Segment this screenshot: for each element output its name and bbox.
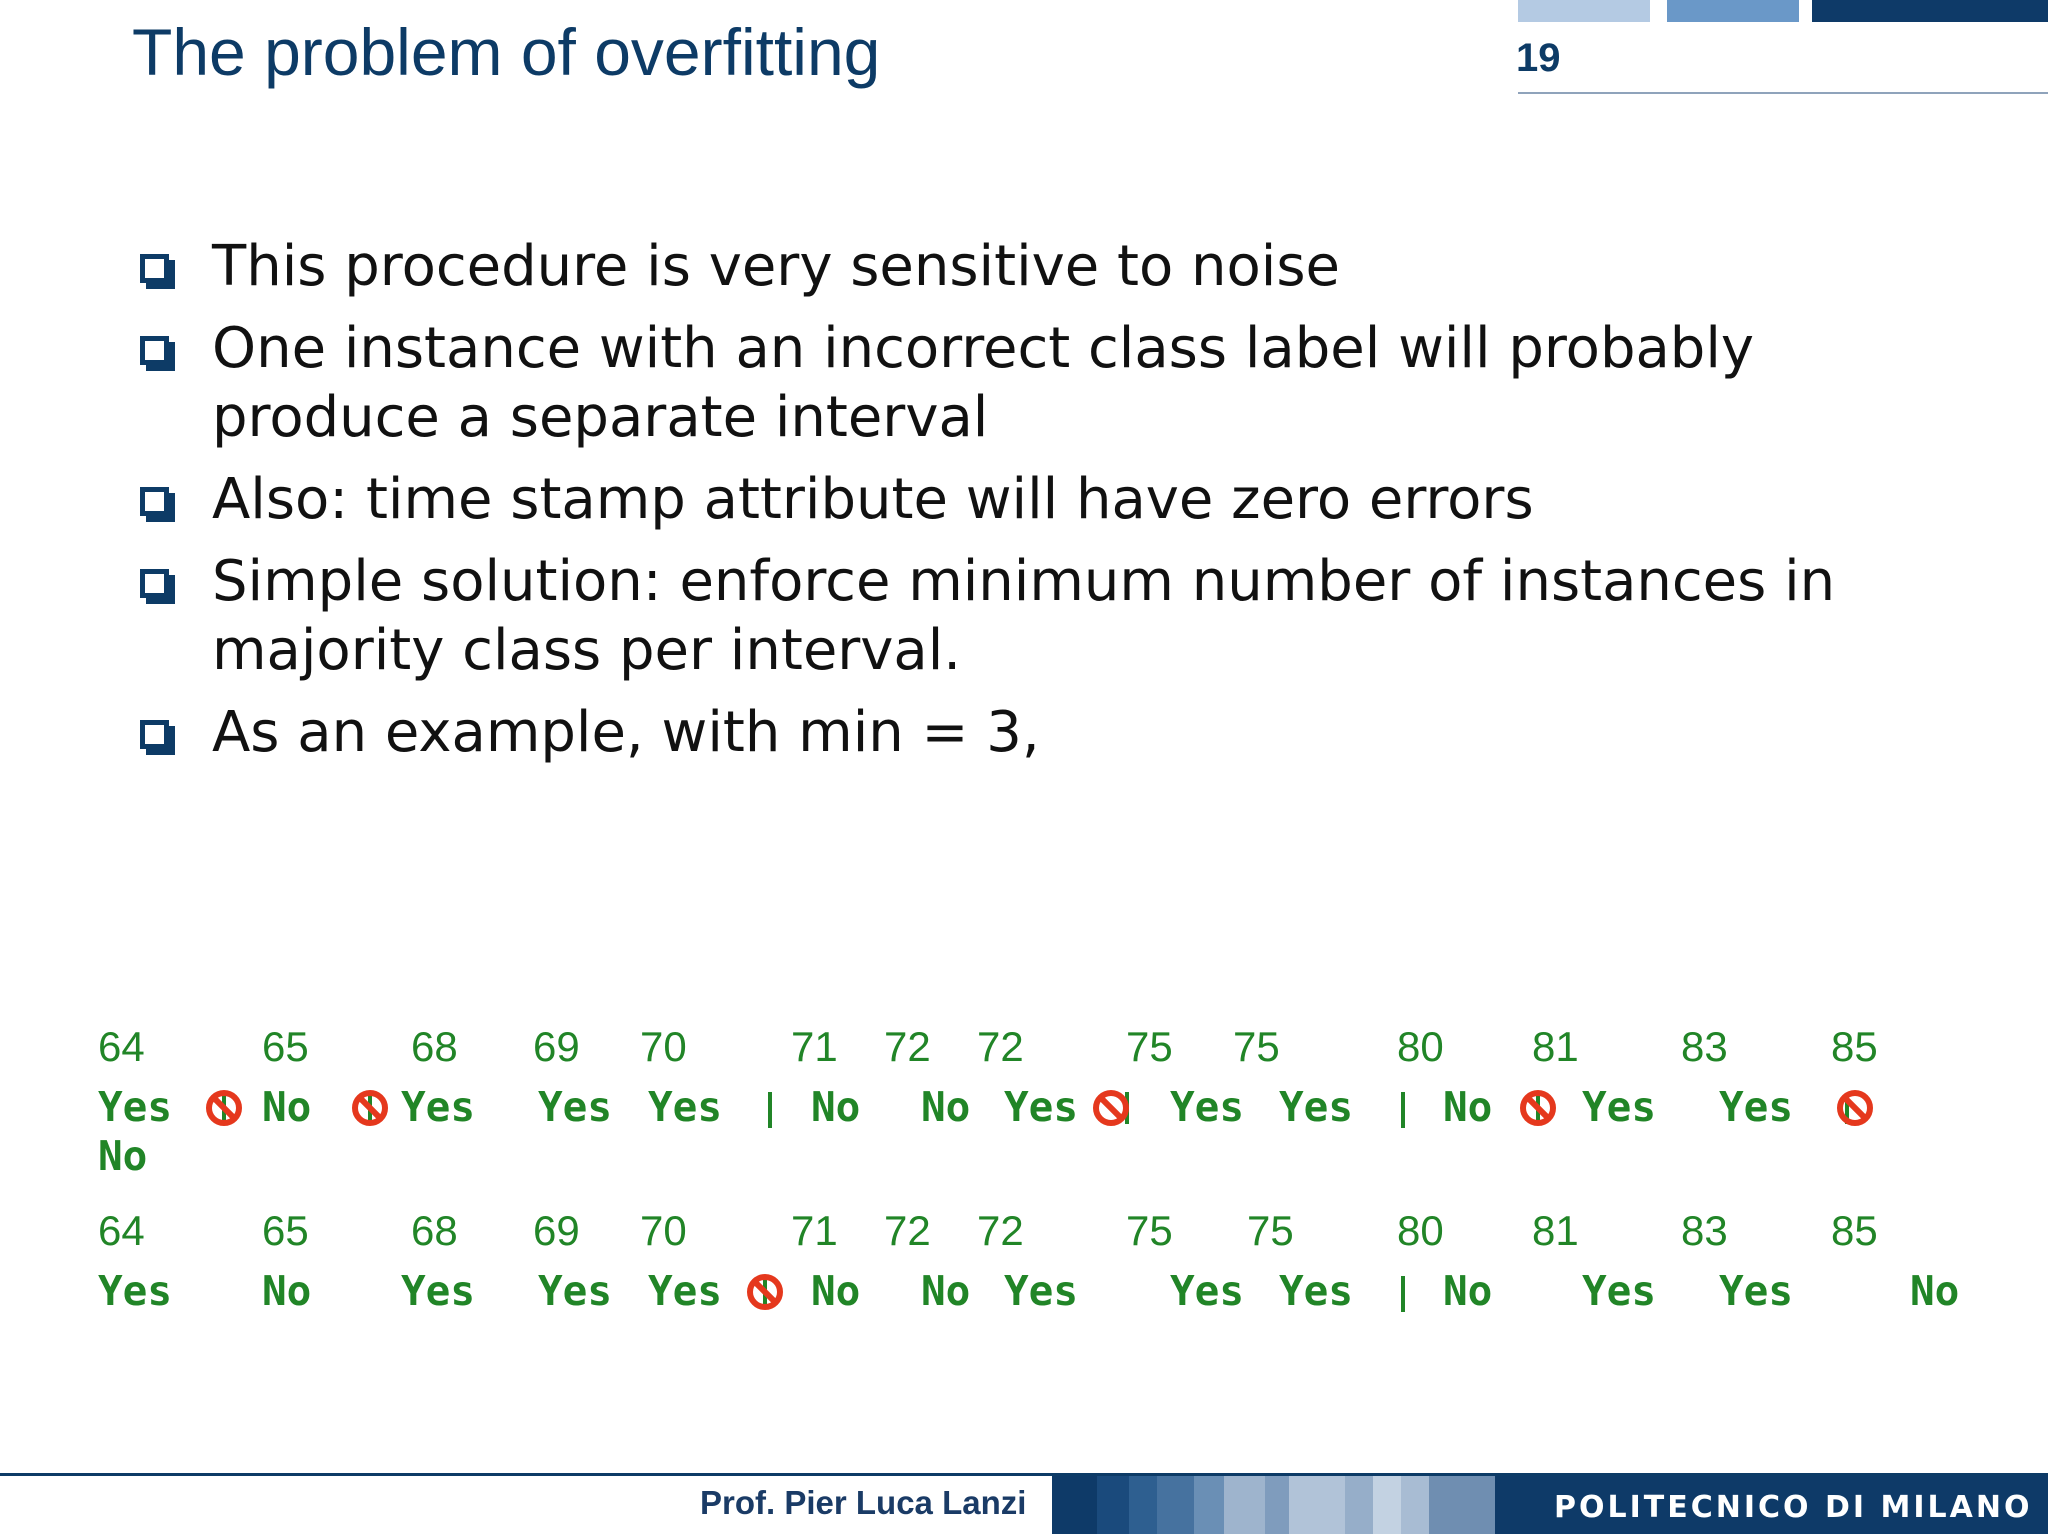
bullet-text: Simple solution: enforce minimum number of instances in majority class per interval. <box>212 549 1836 683</box>
bullet-text: As an example, with min = 3, <box>212 700 1040 765</box>
header-decor-block <box>1667 0 1799 22</box>
attribute-value: 81 <box>1532 1207 1579 1254</box>
attribute-value: 75 <box>1126 1023 1173 1070</box>
class-label: No <box>1910 1267 1960 1315</box>
square-bullet-icon <box>140 720 169 749</box>
attribute-value: 69 <box>533 1207 580 1254</box>
attribute-value: 71 <box>791 1207 838 1254</box>
class-label: No <box>811 1267 861 1315</box>
class-label: Yes <box>1004 1083 1079 1131</box>
attribute-value: 70 <box>640 1023 687 1070</box>
class-label: No <box>262 1267 312 1315</box>
class-label: No <box>1443 1083 1493 1131</box>
class-label: Yes <box>401 1083 476 1131</box>
bullet-item <box>138 232 1998 301</box>
class-label: Yes <box>538 1267 613 1315</box>
attribute-value: 70 <box>640 1207 687 1254</box>
footer-author: Prof. Pier Luca Lanzi <box>700 1484 1027 1521</box>
attribute-value: 65 <box>262 1023 309 1070</box>
class-label: Yes <box>1279 1083 1354 1131</box>
class-label: Yes <box>1719 1083 1794 1131</box>
class-label: No <box>262 1083 312 1131</box>
class-label: Yes <box>1719 1267 1794 1315</box>
attribute-value: 75 <box>1247 1207 1294 1254</box>
attribute-value: 80 <box>1397 1207 1444 1254</box>
prohibited-icon <box>1091 1088 1131 1128</box>
square-bullet-icon <box>140 254 169 283</box>
title-rule <box>1518 92 2048 94</box>
bullet-item <box>138 314 1998 452</box>
attribute-value: 85 <box>1831 1207 1878 1254</box>
class-label: Yes <box>648 1267 723 1315</box>
attribute-value: 69 <box>533 1023 580 1070</box>
footer-institution-logo: POLITECNICO DI MILANO <box>1554 1490 2033 1525</box>
interval-separator <box>1401 1276 1405 1312</box>
class-label: No <box>921 1083 971 1131</box>
attribute-value: 83 <box>1681 1207 1728 1254</box>
bullet-item <box>138 698 1998 767</box>
prohibited-icon <box>350 1088 390 1128</box>
attribute-value: 72 <box>884 1023 931 1070</box>
square-bullet-icon <box>140 569 169 598</box>
class-label: Yes <box>98 1267 173 1315</box>
attribute-value: 75 <box>1233 1023 1280 1070</box>
class-label: Yes <box>401 1267 476 1315</box>
prohibited-icon <box>745 1272 785 1312</box>
interval-separator <box>1401 1092 1405 1128</box>
attribute-value: 72 <box>884 1207 931 1254</box>
attribute-value: 72 <box>977 1023 1024 1070</box>
bullet-text: Also: time stamp attribute will have zero errors <box>212 467 1534 532</box>
header-decor-block <box>1812 0 2048 22</box>
class-label: Yes <box>1004 1267 1079 1315</box>
attribute-value: 71 <box>791 1023 838 1070</box>
bullet-list <box>138 232 1998 780</box>
class-label: Yes <box>538 1083 613 1131</box>
class-label: Yes <box>648 1083 723 1131</box>
attribute-value: 75 <box>1126 1207 1173 1254</box>
attribute-value: 64 <box>98 1023 145 1070</box>
class-label: No <box>921 1267 971 1315</box>
class-label: Yes <box>1170 1083 1245 1131</box>
attribute-value: 81 <box>1532 1023 1579 1070</box>
prohibited-icon <box>1835 1088 1875 1128</box>
attribute-value: 85 <box>1831 1023 1878 1070</box>
prohibited-icon <box>204 1088 244 1128</box>
class-label: Yes <box>1279 1267 1354 1315</box>
bullet-text: One instance with an incorrect class label will probably produce a separate interval <box>212 316 1755 450</box>
class-label: Yes <box>98 1083 173 1131</box>
attribute-value: 83 <box>1681 1023 1728 1070</box>
slide-number: 19 <box>1516 36 1561 80</box>
attribute-value: 80 <box>1397 1023 1444 1070</box>
bullet-text: This procedure is very sensitive to noise <box>212 234 1340 299</box>
square-bullet-icon <box>140 487 169 516</box>
class-label: No <box>98 1132 148 1180</box>
class-label: Yes <box>1582 1083 1657 1131</box>
class-label: No <box>811 1083 861 1131</box>
bullet-item <box>138 547 1998 685</box>
attribute-value: 68 <box>411 1023 458 1070</box>
header-decor-block <box>1518 0 1650 22</box>
attribute-value: 68 <box>411 1207 458 1254</box>
class-label: No <box>1443 1267 1493 1315</box>
class-label: Yes <box>1170 1267 1245 1315</box>
slide-title: The problem of overfitting <box>132 15 881 89</box>
bullet-item <box>138 465 1998 534</box>
attribute-value: 65 <box>262 1207 309 1254</box>
attribute-value: 72 <box>977 1207 1024 1254</box>
square-bullet-icon <box>140 336 169 365</box>
interval-separator <box>768 1092 772 1128</box>
prohibited-icon <box>1518 1088 1558 1128</box>
attribute-value: 64 <box>98 1207 145 1254</box>
class-label: Yes <box>1582 1267 1657 1315</box>
